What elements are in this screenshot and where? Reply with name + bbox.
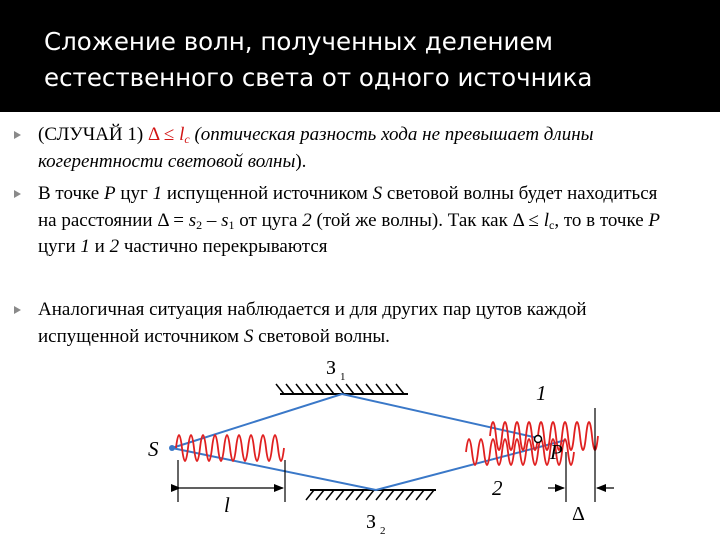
bullet-marker-icon xyxy=(14,190,22,198)
delta-label: Δ xyxy=(572,503,585,525)
source-label: S xyxy=(148,437,159,461)
slide-header xyxy=(0,0,720,112)
diagram-svg xyxy=(140,352,620,540)
mirror-2-label: З xyxy=(366,511,377,533)
bullet-2: В точке P цуг 1 испущенной источником S световой волны будет находиться на расстоянии $\Delta = s_2 - s_1$ от цуга 2 (той же волны). Так как $\Delta \le l_c$, то в точке P цуги 1 и 2 частично перекрываются xyxy=(38,181,678,261)
train-1-label: 1 xyxy=(536,381,547,405)
bullet-marker-icon xyxy=(14,306,22,314)
mirror-2-sub: 2 xyxy=(380,525,386,537)
length-label: l xyxy=(224,493,230,517)
case-label: (СЛУЧАЙ 1) xyxy=(38,124,148,145)
mirror-1-label: З xyxy=(326,357,337,379)
wave-train-source xyxy=(176,435,284,461)
observation-point xyxy=(535,436,542,443)
bullet-1: (СЛУЧАЙ 1) $\Delta \le l_c$ (оптическая разность хода не превышает длины когерентности световой волны). xyxy=(38,122,678,175)
coherence-condition: $\Delta \le l_c$ xyxy=(147,124,190,146)
train-2-label: 2 xyxy=(492,476,503,500)
dimension-l xyxy=(178,460,285,502)
mirror-2 xyxy=(306,490,436,500)
condition-note: (оптическая разность хода не превышает длины когерентности световой волны xyxy=(38,124,594,172)
point-label: P xyxy=(550,440,563,464)
beam-upper xyxy=(172,394,538,448)
bullet-3: Аналогичная ситуация наблюдается и для других пар цутов каждой испущенной источником S световой волны. xyxy=(38,297,678,350)
mirror-1-sub: 1 xyxy=(340,371,346,383)
bullet-marker-icon xyxy=(14,131,22,139)
source-point xyxy=(169,445,175,451)
interference-diagram xyxy=(140,352,620,545)
mirror-1 xyxy=(276,384,408,394)
slide-title: Сложение волн, полученных делением естественного света от одного источника xyxy=(44,27,593,92)
